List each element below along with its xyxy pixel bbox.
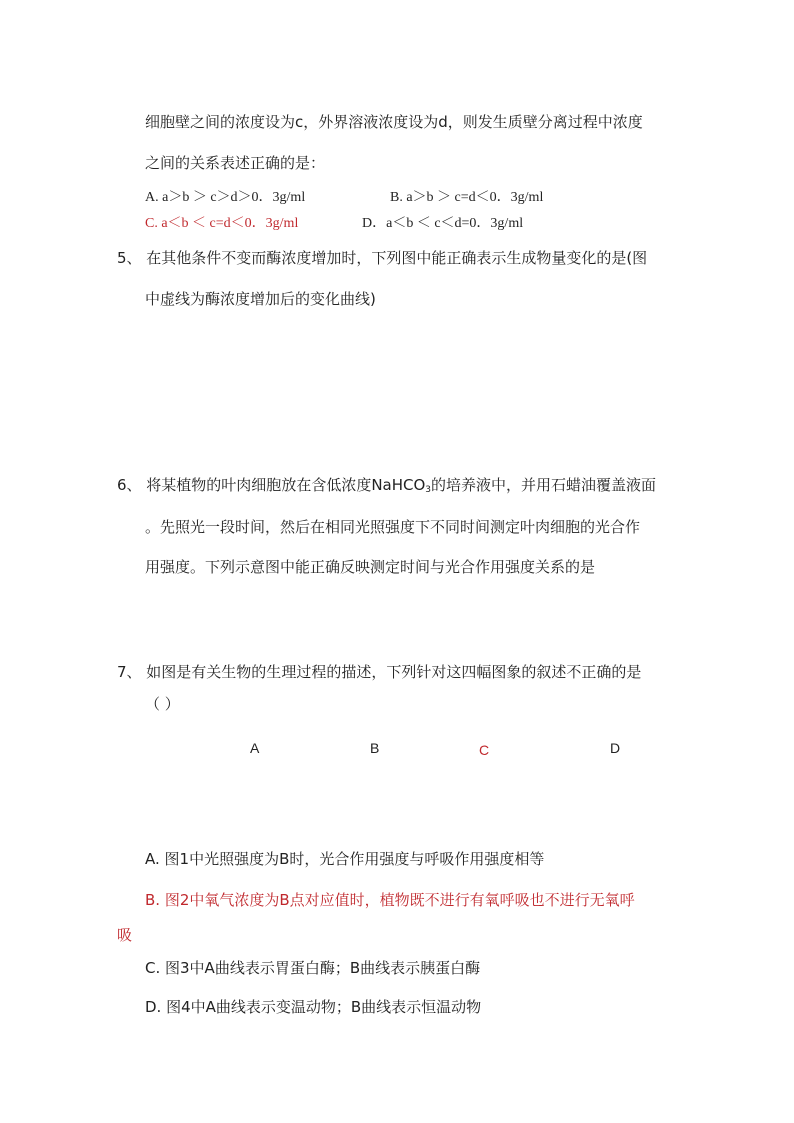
q7-figure-label-b: B xyxy=(370,740,380,756)
q7-answer-paren: （ ） xyxy=(145,695,180,713)
q5-text-line2: 中虚线为酶浓度增加后的变化曲线) xyxy=(145,290,376,308)
q5-text-line1: 5、 在其他条件不变而酶浓度增加时，下列图中能正确表示生成物量变化的是(图 xyxy=(117,249,648,267)
q6-text-line2: 。先照光一段时间，然后在相同光照强度下不同时间测定叶肉细胞的光合作 xyxy=(145,518,641,536)
q7-option-a: A. 图1中光照强度为B时，光合作用强度与呼吸作用强度相等 xyxy=(145,850,545,868)
q4-option-a: A. a＞b ＞ c＞d＞0．3g/ml xyxy=(145,190,306,205)
q6-text-line3: 用强度。下列示意图中能正确反映测定时间与光合作用强度关系的是 xyxy=(145,558,596,576)
q4-option-c: C. a＜b ＜ c=d＜0．3g/ml xyxy=(145,216,299,231)
q7-option-b-line2: 吸 xyxy=(117,926,133,944)
q7-option-c: C. 图3中A曲线表示胃蛋白酶；B曲线表示胰蛋白酶 xyxy=(145,959,481,977)
q4-text-line1: 细胞壁之间的浓度设为c，外界溶液浓度设为d，则发生质壁分离过程中浓度 xyxy=(145,113,643,131)
q7-figure-label-a: A xyxy=(250,740,260,756)
q4-text-line2: 之间的关系表述正确的是： xyxy=(145,154,326,172)
q7-option-b-line1: B. 图2中氧气浓度为B点对应值时，植物既不进行有氧呼吸也不进行无氧呼 xyxy=(145,891,635,909)
q6-text-line1: 6、 将某植物的叶肉细胞放在含低浓度NaHCO$_3$的培养液中，并用石蜡油覆盖液面 xyxy=(117,476,657,495)
q7-figure-label-d: D xyxy=(610,740,621,756)
q4-option-d: D．a＜b ＜ c＜d=0．3g/ml xyxy=(362,216,524,231)
q7-figure-label-c: C xyxy=(479,742,490,758)
q7-text-line1: 7、 如图是有关生物的生理过程的描述，下列针对这四幅图象的叙述不正确的是 xyxy=(117,663,642,681)
q7-option-d: D. 图4中A曲线表示变温动物；B曲线表示恒温动物 xyxy=(145,998,482,1016)
q4-option-b: B. a＞b ＞ c=d＜0．3g/ml xyxy=(390,190,544,205)
